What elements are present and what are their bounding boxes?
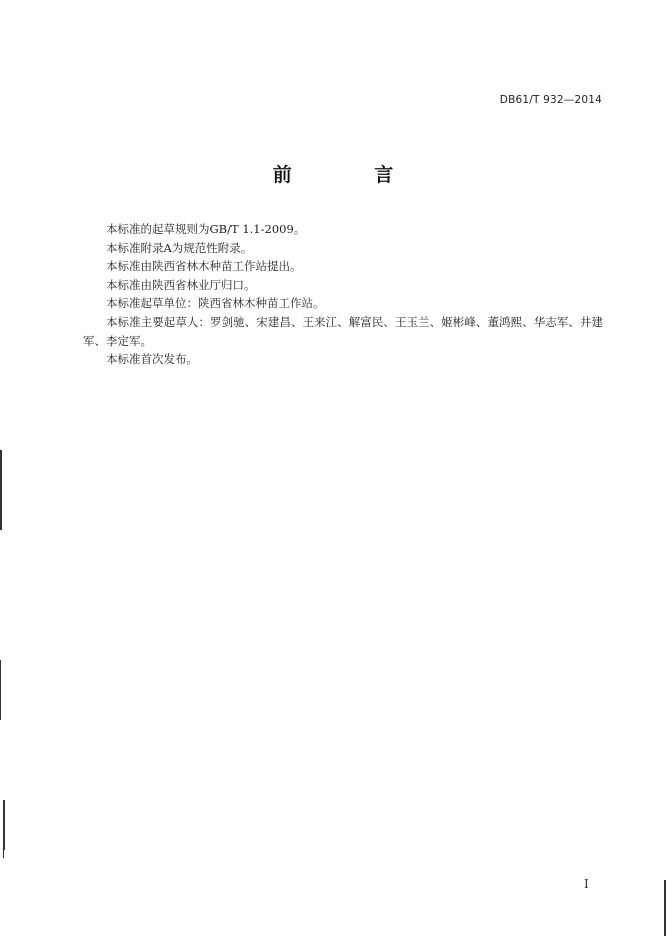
paragraph-appendix: 本标准附录A为规范性附录。 [106, 240, 253, 255]
scan-edge-mark [0, 660, 1, 720]
foreword-body [83, 220, 603, 369]
scan-edge-mark [0, 450, 2, 530]
paragraph-proposed-by: 本标准由陕西省林木种苗工作站提出。 [106, 259, 302, 274]
standard-code: DB61/T 932—2014 [499, 94, 602, 106]
paragraph-first-release: 本标准首次发布。 [106, 352, 198, 367]
paragraph-drafting-rules: 本标准的起草规则为GB/T 1.1-2009。 [106, 222, 306, 236]
page-number: I [584, 877, 589, 891]
paragraph-drafting-unit: 本标准起草单位：陕西省林木种苗工作站。 [106, 296, 325, 311]
paragraph-centralized-by: 本标准由陕西省林业厅归口。 [106, 277, 256, 292]
paragraph-drafters: 本标准主要起草人：罗剑驰、宋建昌、王来江、解富民、王玉兰、姬彬峰、董鸿熙、华志军、井建军、李定军。 [83, 314, 603, 348]
page-title: 前 言 [272, 164, 432, 186]
scan-edge-mark [3, 838, 4, 858]
